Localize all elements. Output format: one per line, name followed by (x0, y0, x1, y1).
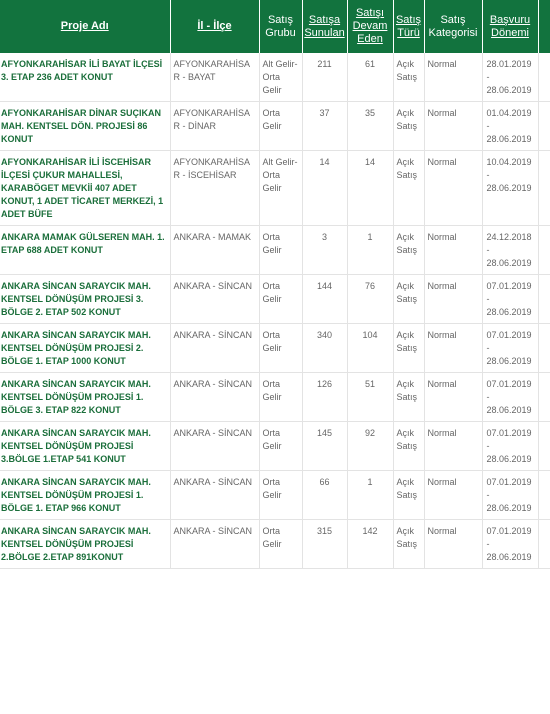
sales-type-cell: Açık Satış (393, 422, 424, 471)
project-name-cell[interactable]: AFYONKARAHİSAR İLİ İSCEHİSAR İLÇESİ ÇUKUR MAHALLESİ, KARABÖGET MEVKİİ 407 ADET KONUT, 1 ADET TİCARET MERKEZİ, 1 ADET BÜFE (0, 151, 170, 226)
offered-count-cell: 37 (302, 102, 347, 151)
sales-group-cell: Orta Gelir (259, 324, 302, 373)
table-header (0, 0, 550, 53)
table-row (0, 275, 550, 324)
extra-cell (538, 53, 550, 102)
application-period-cell (482, 102, 538, 151)
column-header-proje[interactable]: Proje Adı (0, 0, 170, 53)
column-header-satis-grubu: Satış Grubu (259, 0, 302, 53)
sales-group-cell: Orta Gelir (259, 373, 302, 422)
sales-category-cell: Normal (424, 471, 482, 520)
period-start: 24.12.2018 (486, 232, 532, 242)
period-separator: - (486, 72, 490, 82)
period-start: 07.01.2019 (486, 526, 532, 536)
sales-group-cell: Alt Gelir-Orta Gelir (259, 53, 302, 102)
sales-type-cell: Açık Satış (393, 324, 424, 373)
province-district-cell: ANKARA - SİNCAN (170, 373, 259, 422)
extra-cell (538, 151, 550, 226)
period-start: 10.04.2019 (486, 157, 532, 167)
offered-count-cell: 14 (302, 151, 347, 226)
period-end: 28.06.2019 (486, 552, 532, 562)
sales-type-cell: Açık Satış (393, 275, 424, 324)
sales-category-cell: Normal (424, 151, 482, 226)
sales-group-cell: Alt Gelir-Orta Gelir (259, 151, 302, 226)
column-header-satisa-sunulan[interactable]: Satışa Sunulan (302, 0, 347, 53)
application-period-cell (482, 151, 538, 226)
extra-cell (538, 275, 550, 324)
period-separator: - (486, 490, 490, 500)
period-separator: - (486, 170, 490, 180)
sales-group-cell: Orta Gelir (259, 471, 302, 520)
extra-cell (538, 422, 550, 471)
period-separator: - (486, 245, 490, 255)
period-end: 28.06.2019 (486, 134, 532, 144)
sales-category-cell: Normal (424, 102, 482, 151)
period-start: 07.01.2019 (486, 281, 532, 291)
period-start: 28.01.2019 (486, 59, 532, 69)
sales-type-cell: Açık Satış (393, 373, 424, 422)
table-row (0, 226, 550, 275)
table-row (0, 324, 550, 373)
sales-type-cell: Açık Satış (393, 102, 424, 151)
period-start: 01.04.2019 (486, 108, 532, 118)
table-row (0, 471, 550, 520)
offered-count-cell: 211 (302, 53, 347, 102)
project-name-cell[interactable]: ANKARA MAMAK GÜLSEREN MAH. 1. ETAP 688 ADET KONUT (0, 226, 170, 275)
period-separator: - (486, 343, 490, 353)
project-name-cell[interactable]: ANKARA SİNCAN SARAYCIK MAH. KENTSEL DÖNÜŞÜM PROJESİ 3.BÖLGE 1.ETAP 541 KONUT (0, 422, 170, 471)
table-row (0, 151, 550, 226)
extra-cell (538, 520, 550, 569)
ongoing-count-cell: 104 (347, 324, 393, 373)
project-name-cell[interactable]: AFYONKARAHİSAR İLİ BAYAT İLÇESİ 3. ETAP 236 ADET KONUT (0, 53, 170, 102)
period-start: 07.01.2019 (486, 379, 532, 389)
extra-cell (538, 324, 550, 373)
project-name-cell[interactable]: ANKARA SİNCAN SARAYCIK MAH. KENTSEL DÖNÜŞÜM PROJESİ 3. BÖLGE 2. ETAP 502 KONUT (0, 275, 170, 324)
column-header-basvuru-donemi[interactable]: Başvuru Dönemi (482, 0, 538, 53)
offered-count-cell: 145 (302, 422, 347, 471)
offered-count-cell: 66 (302, 471, 347, 520)
table-row (0, 520, 550, 569)
offered-count-cell: 144 (302, 275, 347, 324)
period-separator: - (486, 441, 490, 451)
extra-cell (538, 226, 550, 275)
table-row (0, 102, 550, 151)
application-period-cell (482, 226, 538, 275)
period-end: 28.06.2019 (486, 85, 532, 95)
column-header-satis-turu[interactable]: Satış Türü (393, 0, 424, 53)
period-separator: - (486, 121, 490, 131)
province-district-cell: ANKARA - MAMAK (170, 226, 259, 275)
period-end: 28.06.2019 (486, 405, 532, 415)
application-period-cell (482, 520, 538, 569)
period-start: 07.01.2019 (486, 330, 532, 340)
period-end: 28.06.2019 (486, 307, 532, 317)
province-district-cell: AFYONKARAHİSAR - İSCEHİSAR (170, 151, 259, 226)
sales-category-cell: Normal (424, 422, 482, 471)
ongoing-count-cell: 92 (347, 422, 393, 471)
offered-count-cell: 3 (302, 226, 347, 275)
ongoing-count-cell: 76 (347, 275, 393, 324)
sales-category-cell: Normal (424, 275, 482, 324)
sales-group-cell: Orta Gelir (259, 102, 302, 151)
period-end: 28.06.2019 (486, 356, 532, 366)
sales-category-cell: Normal (424, 324, 482, 373)
sales-category-cell: Normal (424, 226, 482, 275)
ongoing-count-cell: 142 (347, 520, 393, 569)
table-row (0, 53, 550, 102)
ongoing-count-cell: 1 (347, 226, 393, 275)
offered-count-cell: 126 (302, 373, 347, 422)
sales-group-cell: Orta Gelir (259, 275, 302, 324)
sales-category-cell: Normal (424, 373, 482, 422)
extra-cell (538, 471, 550, 520)
project-name-cell[interactable]: ANKARA SİNCAN SARAYCIK MAH. KENTSEL DÖNÜŞÜM PROJESİ 1. BÖLGE 1. ETAP 966 KONUT (0, 471, 170, 520)
project-name-cell[interactable]: ANKARA SİNCAN SARAYCIK MAH. KENTSEL DÖNÜŞÜM PROJESİ 2. BÖLGE 1. ETAP 1000 KONUT (0, 324, 170, 373)
ongoing-count-cell: 51 (347, 373, 393, 422)
extra-cell (538, 373, 550, 422)
period-separator: - (486, 392, 490, 402)
period-end: 28.06.2019 (486, 258, 532, 268)
column-header-satis-kategorisi: Satış Kategorisi (424, 0, 482, 53)
ongoing-count-cell: 1 (347, 471, 393, 520)
province-district-cell: ANKARA - SİNCAN (170, 520, 259, 569)
sales-category-cell: Normal (424, 520, 482, 569)
column-header-il-ilce[interactable]: İl - İlçe (170, 0, 259, 53)
province-district-cell: AFYONKARAHİSAR - DİNAR (170, 102, 259, 151)
table-row (0, 422, 550, 471)
province-district-cell: AFYONKARAHİSAR - BAYAT (170, 53, 259, 102)
sales-category-cell: Normal (424, 53, 482, 102)
application-period-cell (482, 275, 538, 324)
project-name-cell[interactable]: ANKARA SİNCAN SARAYCIK MAH. KENTSEL DÖNÜŞÜM PROJESİ 2.BÖLGE 2.ETAP 891KONUT (0, 520, 170, 569)
application-period-cell (482, 422, 538, 471)
application-period-cell (482, 53, 538, 102)
province-district-cell: ANKARA - SİNCAN (170, 324, 259, 373)
column-header-extra (538, 0, 550, 53)
province-district-cell: ANKARA - SİNCAN (170, 275, 259, 324)
sales-type-cell: Açık Satış (393, 53, 424, 102)
sales-group-cell: Orta Gelir (259, 422, 302, 471)
period-separator: - (486, 539, 490, 549)
sales-group-cell: Orta Gelir (259, 226, 302, 275)
ongoing-count-cell: 14 (347, 151, 393, 226)
sales-type-cell: Açık Satış (393, 151, 424, 226)
ongoing-count-cell: 61 (347, 53, 393, 102)
project-name-cell[interactable]: AFYONKARAHİSAR DİNAR SUÇIKAN MAH. KENTSEL DÖN. PROJESİ 86 KONUT (0, 102, 170, 151)
sales-type-cell: Açık Satış (393, 520, 424, 569)
period-start: 07.01.2019 (486, 477, 532, 487)
table-row (0, 373, 550, 422)
province-district-cell: ANKARA - SİNCAN (170, 422, 259, 471)
period-start: 07.01.2019 (486, 428, 532, 438)
sales-group-cell: Orta Gelir (259, 520, 302, 569)
ongoing-count-cell: 35 (347, 102, 393, 151)
period-end: 28.06.2019 (486, 183, 532, 193)
column-header-satisi-devam-eden[interactable]: Satışı Devam Eden (347, 0, 393, 53)
application-period-cell (482, 373, 538, 422)
offered-count-cell: 340 (302, 324, 347, 373)
application-period-cell (482, 324, 538, 373)
period-end: 28.06.2019 (486, 503, 532, 513)
offered-count-cell: 315 (302, 520, 347, 569)
period-end: 28.06.2019 (486, 454, 532, 464)
extra-cell (538, 102, 550, 151)
application-period-cell (482, 471, 538, 520)
project-name-cell[interactable]: ANKARA SİNCAN SARAYCIK MAH. KENTSEL DÖNÜŞÜM PROJESİ 1. BÖLGE 3. ETAP 822 KONUT (0, 373, 170, 422)
table-body (0, 53, 550, 569)
period-separator: - (486, 294, 490, 304)
province-district-cell: ANKARA - SİNCAN (170, 471, 259, 520)
sales-type-cell: Açık Satış (393, 471, 424, 520)
sales-type-cell: Açık Satış (393, 226, 424, 275)
